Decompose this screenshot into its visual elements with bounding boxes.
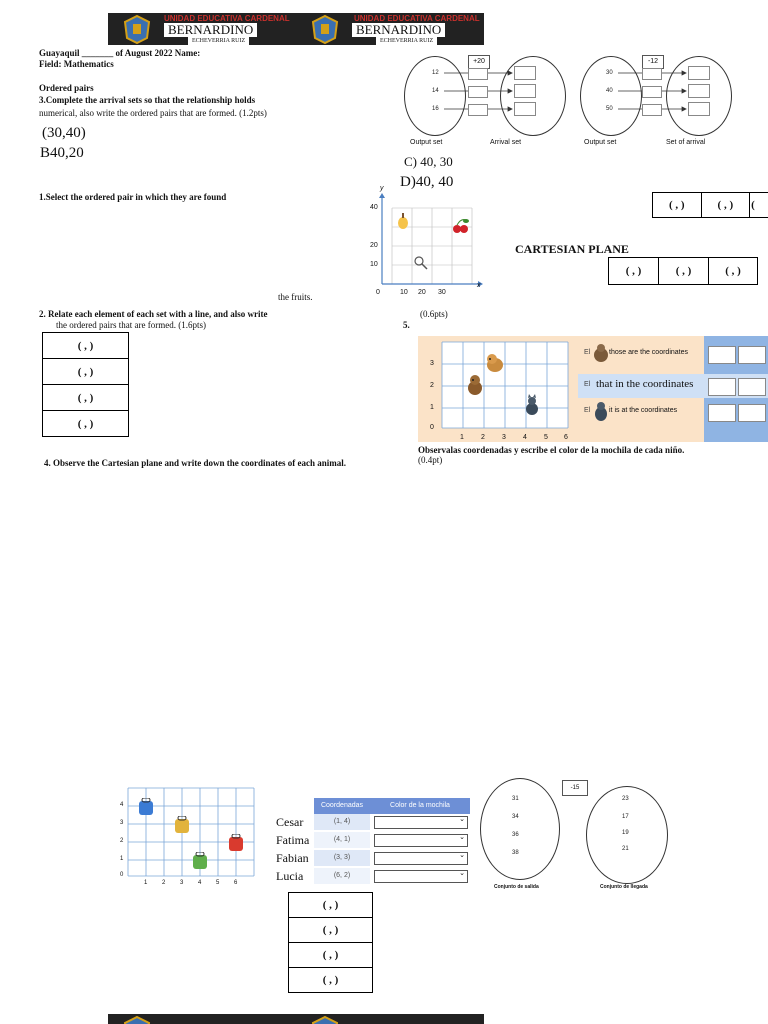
chevron-down-icon: ⌄ bbox=[459, 869, 465, 877]
fruit-graph bbox=[360, 185, 490, 300]
answer-row-2 bbox=[578, 374, 768, 398]
q3-text: numerical, also write the ordered pairs that are formed. (1.2pts) bbox=[39, 108, 267, 118]
operation-box[interactable] bbox=[468, 86, 488, 98]
table-row bbox=[274, 814, 470, 831]
operator-box: +20 bbox=[468, 55, 490, 69]
animal-grid bbox=[424, 340, 574, 441]
x-tick: 6 bbox=[234, 880, 238, 886]
backpack-icon-red bbox=[228, 834, 244, 857]
column-header-coordinates: Coordenadas bbox=[314, 798, 370, 814]
x-tick: 4 bbox=[198, 880, 202, 886]
coord-input-y[interactable] bbox=[738, 378, 766, 396]
pair-cell-partial[interactable]: ( bbox=[750, 193, 768, 218]
y-tick: 1 bbox=[120, 856, 124, 862]
x-tick: 20 bbox=[418, 289, 426, 296]
pair-cell[interactable]: ( , ) bbox=[653, 193, 702, 218]
pair-cell[interactable]: ( , ) bbox=[289, 918, 373, 943]
school-banner-left bbox=[108, 13, 296, 45]
left-set-label: Conjunto de salida bbox=[494, 884, 539, 890]
input-value: 14 bbox=[432, 88, 439, 94]
column-header-color: Color de la mochila bbox=[370, 798, 470, 814]
arrival-answer-box[interactable] bbox=[688, 84, 710, 98]
option-c: C) 40, 30 bbox=[404, 154, 453, 169]
x-tick: 3 bbox=[180, 880, 184, 886]
x-tick: 4 bbox=[523, 434, 527, 441]
q1-title: 1.Select the ordered pair in which they are found bbox=[39, 192, 227, 202]
header-line-2: Field: Mathematics bbox=[39, 59, 114, 69]
row-text: that in the coordinates bbox=[596, 378, 694, 390]
x-tick: 1 bbox=[144, 880, 148, 886]
coord-input-y[interactable] bbox=[738, 404, 766, 422]
input-value: 50 bbox=[606, 106, 613, 112]
backpack-table bbox=[274, 798, 470, 884]
q2-title: 2. Relate each element of each set with a line, and also write bbox=[39, 309, 268, 319]
coord-input-y[interactable] bbox=[738, 346, 766, 364]
output-set-label: Output set bbox=[410, 139, 443, 146]
color-select[interactable] bbox=[374, 816, 468, 829]
x-tick: 3 bbox=[502, 434, 506, 441]
bottom-pairs-table bbox=[288, 892, 373, 993]
y-tick: 40 bbox=[370, 204, 378, 211]
option-a: (30,40) bbox=[42, 125, 86, 141]
q2-pairs-table bbox=[42, 332, 129, 437]
coord-input-x[interactable] bbox=[708, 346, 736, 364]
coords-cell: (4, 1) bbox=[314, 832, 370, 848]
x-tick: 1 bbox=[460, 434, 464, 441]
x-tick: 0 bbox=[376, 289, 380, 296]
q5-spanish-instruction: Observalas coordenadas y escribe el color de la mochila de cada niño. bbox=[418, 445, 685, 455]
operation-box[interactable] bbox=[468, 104, 488, 116]
student-name: Cesar bbox=[276, 815, 304, 829]
option-d: D)40, 40 bbox=[400, 174, 454, 190]
table-row bbox=[274, 832, 470, 849]
x-tick: 6 bbox=[564, 434, 568, 441]
left-value: 31 bbox=[512, 796, 519, 802]
dog-icon bbox=[592, 342, 610, 369]
cat-icon bbox=[592, 400, 610, 427]
answer-row-3 bbox=[578, 400, 768, 424]
x-tick: 30 bbox=[438, 289, 446, 296]
school-line: UNIDAD EDUCATIVA CARDENAL bbox=[354, 14, 480, 23]
row-text: it is at the coordinates bbox=[609, 407, 678, 414]
q1-fruits: the fruits. bbox=[278, 292, 313, 302]
fruit-pairs-table-2 bbox=[608, 257, 758, 285]
x-tick: 5 bbox=[216, 880, 220, 886]
pair-cell[interactable]: ( , ) bbox=[289, 943, 373, 968]
pair-cell[interactable]: ( , ) bbox=[43, 359, 129, 385]
row-text: those are the coordinates bbox=[609, 349, 688, 356]
y-tick: 0 bbox=[120, 872, 124, 878]
q3-title: 3.Complete the arrival sets so that the relationship holds bbox=[39, 95, 256, 105]
sets-diagram bbox=[474, 776, 664, 896]
crest-icon bbox=[122, 14, 152, 44]
y-tick: 20 bbox=[370, 242, 378, 249]
x-tick: 2 bbox=[481, 434, 485, 441]
school-sub: ECHEVERRIA RUIZ bbox=[188, 37, 249, 45]
color-select[interactable] bbox=[374, 852, 468, 865]
x-tick: 2 bbox=[162, 880, 166, 886]
operation-box[interactable] bbox=[642, 86, 662, 98]
row-prefix: El bbox=[584, 349, 591, 356]
operation-box[interactable] bbox=[642, 68, 662, 80]
right-value: 21 bbox=[622, 846, 629, 852]
bear-icon bbox=[464, 374, 486, 401]
y-tick: 3 bbox=[120, 820, 124, 826]
pair-cell[interactable]: ( , ) bbox=[43, 333, 129, 359]
crest-icon bbox=[310, 1015, 340, 1024]
right-value: 19 bbox=[622, 830, 629, 836]
q5-number: 5. bbox=[403, 320, 410, 330]
student-name: Fatima bbox=[276, 833, 310, 847]
right-value: 23 bbox=[622, 796, 629, 802]
arrow-diagram-1 bbox=[400, 50, 580, 150]
row-prefix: El bbox=[584, 407, 591, 414]
school-sub: ECHEVERRIA RUIZ bbox=[376, 37, 437, 45]
cartesian-plane-title: CARTESIAN PLANE bbox=[515, 242, 629, 256]
table-row bbox=[274, 868, 470, 885]
backpack-icon-green bbox=[192, 852, 208, 875]
left-value: 34 bbox=[512, 814, 519, 820]
q4-title: 4. Observe the Cartesian plane and write down the coordinates of each animal. bbox=[44, 458, 346, 468]
school-banner-right bbox=[296, 13, 484, 45]
dog-icon bbox=[484, 352, 506, 379]
row-prefix: El bbox=[584, 381, 591, 388]
pair-cell[interactable]: ( , ) bbox=[659, 258, 709, 285]
school-line: UNIDAD EDUCATIVA CARDENAL bbox=[164, 14, 290, 23]
operation-box[interactable] bbox=[468, 68, 488, 80]
student-name: Fabian bbox=[276, 851, 309, 865]
y-tick: 2 bbox=[430, 382, 434, 389]
input-value: 40 bbox=[606, 88, 613, 94]
arrival-answer-box[interactable] bbox=[514, 102, 536, 116]
arrows-icon bbox=[576, 50, 756, 150]
fruit-pairs-table-1 bbox=[652, 192, 768, 218]
pair-cell[interactable]: ( , ) bbox=[701, 193, 750, 218]
left-value: 36 bbox=[512, 832, 519, 838]
right-set-label: Conjunto de llegada bbox=[600, 884, 648, 890]
coord-input-x[interactable] bbox=[708, 378, 736, 396]
chevron-down-icon: ⌄ bbox=[459, 833, 465, 841]
y-axis-label: y bbox=[380, 185, 384, 192]
coords-cell: (3, 3) bbox=[314, 850, 370, 866]
q2-points: (0.6pts) bbox=[420, 309, 448, 319]
ordered-pairs-title: Ordered pairs bbox=[39, 83, 94, 93]
pair-cell[interactable]: ( , ) bbox=[43, 411, 129, 437]
pair-cell[interactable]: ( , ) bbox=[609, 258, 659, 285]
backpack-icon-yellow bbox=[174, 816, 190, 839]
y-tick: 10 bbox=[370, 261, 378, 268]
student-name: Lucia bbox=[276, 869, 304, 883]
school-name: BERNARDINO bbox=[352, 23, 445, 37]
table-row bbox=[274, 850, 470, 867]
animal-panel bbox=[418, 336, 768, 442]
backpack-icon-blue bbox=[138, 798, 154, 821]
x-axis-label: x bbox=[477, 282, 481, 289]
left-set-ellipse bbox=[480, 778, 560, 880]
arrival-set-label: Arrival set bbox=[490, 139, 522, 146]
coord-input-x[interactable] bbox=[708, 404, 736, 422]
operator-box: -15 bbox=[562, 780, 588, 796]
backpack-graph bbox=[118, 784, 264, 890]
arrival-answer-box[interactable] bbox=[514, 84, 536, 98]
chevron-down-icon: ⌄ bbox=[459, 851, 465, 859]
chevron-down-icon: ⌄ bbox=[459, 815, 465, 823]
coords-cell: (6, 2) bbox=[314, 868, 370, 884]
arrows-icon bbox=[400, 50, 580, 150]
cat-icon bbox=[522, 394, 542, 421]
arrival-answer-box[interactable] bbox=[688, 66, 710, 80]
pair-cell[interactable]: ( , ) bbox=[709, 258, 758, 285]
school-name: BERNARDINO bbox=[164, 23, 257, 37]
color-select[interactable] bbox=[374, 870, 468, 883]
color-select[interactable] bbox=[374, 834, 468, 847]
arrival-answer-box[interactable] bbox=[688, 102, 710, 116]
operator-box: -12 bbox=[642, 55, 664, 69]
arrival-answer-box[interactable] bbox=[514, 66, 536, 80]
header-line-1: Guayaquil _______ of August 2022 Name: bbox=[39, 48, 201, 58]
output-set-label: Output set bbox=[584, 139, 617, 146]
x-tick: 10 bbox=[400, 289, 408, 296]
arrival-set-label: Set of arrival bbox=[666, 139, 706, 146]
answer-row-1 bbox=[578, 342, 768, 366]
school-banner-bottom-right bbox=[296, 1014, 484, 1024]
crest-icon bbox=[310, 14, 340, 44]
coords-cell: (1, 4) bbox=[314, 814, 370, 830]
school-banner-bottom-left bbox=[108, 1014, 296, 1024]
magnifier-icon bbox=[414, 256, 428, 275]
y-tick: 1 bbox=[430, 404, 434, 411]
y-tick: 0 bbox=[430, 424, 434, 431]
pair-cell[interactable]: ( , ) bbox=[289, 968, 373, 993]
left-value: 38 bbox=[512, 850, 519, 856]
input-value: 30 bbox=[606, 70, 613, 76]
right-value: 17 bbox=[622, 814, 629, 820]
cherry-icon bbox=[452, 218, 470, 239]
pair-cell[interactable]: ( , ) bbox=[43, 385, 129, 411]
y-tick: 4 bbox=[120, 802, 124, 808]
pear-icon bbox=[397, 212, 409, 235]
q2-text: the ordered pairs that are formed. (1.6pts) bbox=[56, 320, 206, 330]
y-tick: 3 bbox=[430, 360, 434, 367]
input-value: 16 bbox=[432, 106, 439, 112]
pair-cell[interactable]: ( , ) bbox=[289, 893, 373, 918]
q5-points: (0.4pt) bbox=[418, 455, 443, 465]
y-tick: 2 bbox=[120, 838, 124, 844]
input-value: 12 bbox=[432, 70, 439, 76]
crest-icon bbox=[122, 1015, 152, 1024]
arrow-diagram-2 bbox=[576, 50, 756, 150]
option-b: B40,20 bbox=[40, 145, 84, 161]
operation-box[interactable] bbox=[642, 104, 662, 116]
x-tick: 5 bbox=[544, 434, 548, 441]
